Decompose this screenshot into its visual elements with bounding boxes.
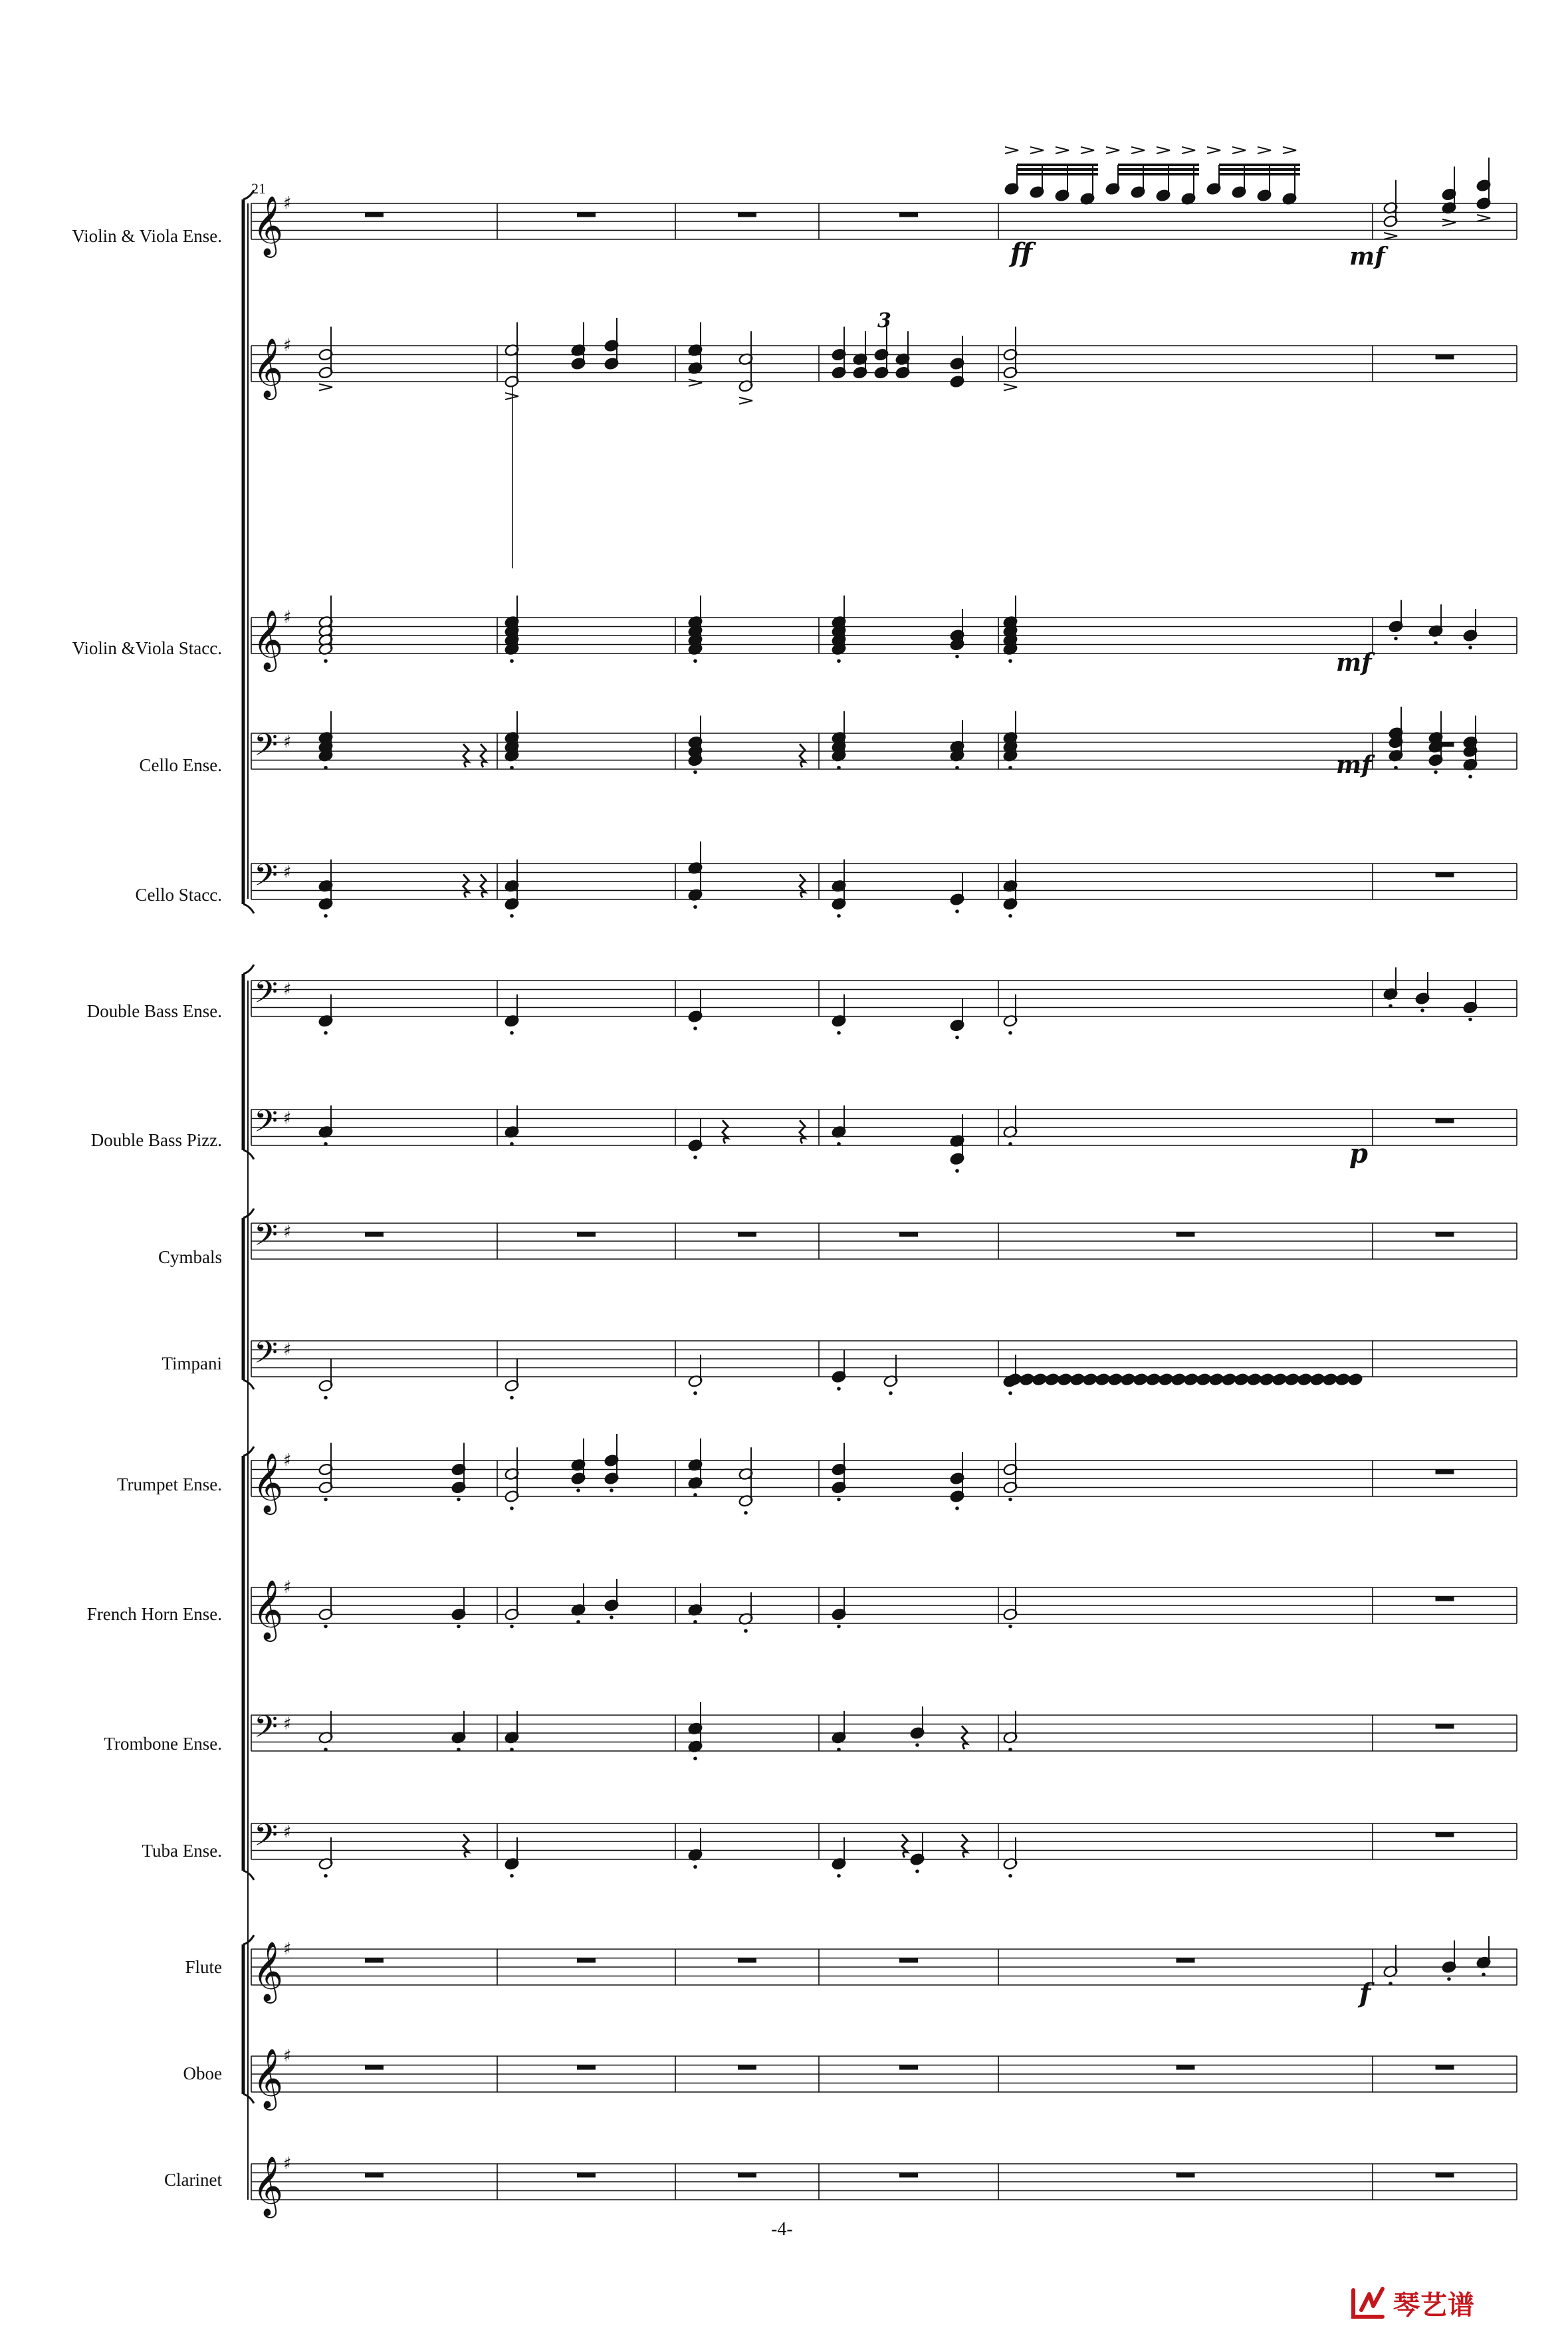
accent-mark — [1207, 147, 1220, 154]
staccato-dot — [1394, 637, 1398, 641]
key-sharp-icon: ♯ — [283, 732, 292, 753]
staccato-dot — [1008, 914, 1012, 918]
quarter-rest — [463, 744, 469, 767]
note-head — [1234, 1373, 1250, 1386]
key-sharp-icon: ♯ — [283, 1108, 292, 1129]
bass-clef-icon: 𝄢 — [254, 1217, 279, 1260]
whole-rest — [1436, 1597, 1454, 1601]
note-head — [1335, 1373, 1351, 1386]
note-head — [1159, 1373, 1174, 1386]
staccato-dot — [955, 1036, 959, 1040]
accent-mark — [319, 384, 332, 391]
staccato-dot — [744, 1511, 748, 1515]
brand-logo — [1349, 2283, 1475, 2322]
staccato-dot — [324, 1498, 328, 1502]
note-head — [1095, 1373, 1111, 1386]
key-sharp-icon: ♯ — [283, 193, 292, 213]
staccato-dot — [324, 1748, 328, 1752]
staccato-dot — [915, 1743, 919, 1747]
whole-rest — [1436, 1724, 1454, 1729]
whole-rest — [899, 2173, 918, 2178]
whole-rest — [365, 1232, 384, 1237]
quarter-rest — [723, 1120, 728, 1143]
accent-mark — [1030, 147, 1044, 154]
whole-rest — [1436, 2173, 1454, 2178]
staccato-dot — [457, 1625, 461, 1629]
bass-clef-icon: 𝄢 — [254, 727, 279, 770]
dynamic-marking: mf — [1349, 243, 1385, 271]
staccato-dot — [837, 1031, 841, 1035]
instrument-label: Trumpet Ense. — [116, 1474, 222, 1494]
staccato-dot — [1468, 774, 1472, 778]
quarter-rest — [463, 874, 469, 897]
staccato-dot — [1389, 1004, 1393, 1008]
staccato-dot — [610, 1615, 614, 1619]
accent-mark — [1131, 147, 1145, 154]
staccato-dot — [955, 909, 959, 913]
treble-clef-icon: 𝄞 — [253, 610, 284, 670]
note-head — [1297, 1373, 1313, 1386]
instrument-label: Violin &Viola Stacc. — [72, 638, 222, 658]
accent-mark — [1004, 384, 1017, 391]
note-head — [1058, 1373, 1073, 1386]
staccato-dot — [610, 1488, 614, 1492]
brand-mark-icon — [1349, 2283, 1388, 2322]
staccato-dot — [1468, 1018, 1472, 1022]
staccato-dot — [457, 1748, 461, 1752]
key-sharp-icon: ♯ — [283, 1939, 292, 1959]
whole-rest — [738, 1232, 756, 1237]
instrument-label: Cymbals — [158, 1247, 222, 1267]
accent-mark — [1056, 147, 1069, 154]
whole-rest — [365, 2173, 384, 2178]
staccato-dot — [1008, 1874, 1012, 1878]
staccato-dot — [837, 1142, 841, 1146]
accent-mark — [1005, 147, 1018, 154]
staccato-dot — [324, 1031, 328, 1035]
instrument-label: Oboe — [183, 2063, 222, 2083]
key-sharp-icon: ♯ — [283, 608, 292, 628]
staccato-dot — [744, 1629, 748, 1633]
whole-rest — [1436, 2065, 1454, 2070]
staccato-dot — [837, 659, 841, 663]
quarter-rest — [962, 1726, 967, 1749]
accent-mark — [1283, 147, 1296, 154]
quarter-rest — [962, 1834, 967, 1857]
staccato-dot — [837, 1625, 841, 1629]
staccato-dot — [955, 1506, 959, 1510]
instrument-label: Flute — [185, 1957, 222, 1977]
staccato-dot — [1008, 659, 1012, 663]
staccato-dot — [1008, 1391, 1012, 1395]
accent-mark — [1384, 233, 1397, 239]
staccato-dot — [510, 1625, 514, 1629]
dynamic-marking: mf — [1336, 649, 1372, 677]
bracket-hook — [243, 965, 254, 974]
measure-number: 21 — [251, 180, 266, 197]
staccato-dot — [693, 1493, 697, 1497]
whole-rest — [577, 2173, 596, 2178]
staccato-dot — [324, 1396, 328, 1400]
note-head — [1272, 1373, 1288, 1386]
whole-rest — [1436, 1119, 1454, 1123]
staccato-dot — [837, 914, 841, 918]
staccato-dot — [576, 1488, 580, 1492]
key-sharp-icon: ♯ — [283, 1451, 292, 1470]
brand-name: 琴艺谱 — [1393, 2289, 1475, 2321]
accent-mark — [505, 393, 518, 400]
key-sharp-icon: ♯ — [283, 862, 292, 883]
staccato-dot — [1394, 766, 1398, 770]
instrument-label: Tuba Ense. — [142, 1841, 222, 1861]
whole-rest — [738, 213, 756, 217]
staccato-dot — [1482, 1972, 1486, 1976]
staccato-dot — [693, 1865, 697, 1869]
treble-clef-icon: 𝄞 — [253, 2048, 284, 2109]
whole-rest — [899, 2065, 918, 2070]
key-sharp-icon: ♯ — [283, 1340, 292, 1360]
staccato-dot — [457, 1498, 461, 1502]
bass-clef-icon: 𝄢 — [254, 1334, 279, 1378]
staccato-dot — [1434, 770, 1438, 774]
quarter-rest — [902, 1834, 907, 1857]
note-head — [1247, 1373, 1262, 1386]
bass-clef-icon: 𝄢 — [254, 1708, 279, 1752]
note-head — [1070, 1373, 1085, 1386]
instrument-label: Cello Ense. — [139, 755, 222, 775]
note-head — [1083, 1373, 1098, 1386]
dynamic-marking: p — [1349, 1138, 1368, 1169]
staccato-dot — [1468, 645, 1472, 649]
key-sharp-icon: ♯ — [283, 336, 292, 356]
note-head — [1108, 1373, 1123, 1386]
key-sharp-icon: ♯ — [283, 979, 292, 1000]
whole-rest — [1436, 1470, 1454, 1474]
staccato-dot — [1008, 1748, 1012, 1752]
whole-rest — [577, 1232, 596, 1237]
staccato-dot — [693, 1155, 697, 1159]
staccato-dot — [915, 1869, 919, 1873]
page-number: -4- — [771, 2219, 793, 2240]
whole-rest — [899, 1232, 918, 1237]
staccato-dot — [889, 1391, 893, 1395]
staccato-dot — [955, 1169, 959, 1173]
staccato-dot — [693, 770, 697, 774]
accent-mark — [1477, 215, 1490, 221]
note-head — [1196, 1373, 1212, 1386]
whole-rest — [1176, 1232, 1195, 1237]
staccato-dot — [1434, 641, 1438, 645]
bass-clef-icon: 𝄢 — [254, 857, 279, 901]
accent-mark — [1258, 147, 1271, 154]
staccato-dot — [324, 914, 328, 918]
staccato-dot — [510, 1748, 514, 1752]
whole-rest — [365, 213, 384, 217]
note-head — [1020, 1373, 1035, 1386]
whole-rest — [1436, 355, 1454, 360]
staccato-dot — [1008, 766, 1012, 770]
note-head — [1260, 1373, 1275, 1386]
staccato-dot — [837, 1387, 841, 1391]
whole-rest — [1176, 1958, 1195, 1963]
staccato-dot — [693, 1620, 697, 1624]
bass-clef-icon: 𝄢 — [254, 1103, 279, 1147]
note-head — [1209, 1373, 1224, 1386]
note-head — [1348, 1373, 1363, 1386]
dynamic-marking: mf — [1336, 751, 1372, 779]
quarter-rest — [800, 744, 805, 767]
bass-clef-icon: 𝄢 — [254, 1817, 279, 1861]
staccato-dot — [837, 1748, 841, 1752]
whole-rest — [1176, 2173, 1195, 2178]
note-head — [1133, 1373, 1149, 1386]
whole-rest — [365, 1958, 384, 1963]
note-head — [1310, 1373, 1325, 1386]
quarter-rest — [800, 874, 805, 897]
staccato-dot — [324, 766, 328, 770]
staccato-dot — [510, 766, 514, 770]
accent-mark — [1442, 219, 1456, 226]
staccato-dot — [510, 659, 514, 663]
staccato-dot — [1008, 1498, 1012, 1502]
instrument-label: Double Bass Ense. — [86, 1001, 222, 1021]
whole-rest — [738, 2065, 756, 2070]
staccato-dot — [510, 1142, 514, 1146]
staccato-dot — [510, 914, 514, 918]
note-head — [1184, 1373, 1199, 1386]
treble-clef-icon: 𝄞 — [253, 1941, 284, 2002]
whole-rest — [577, 1958, 596, 1963]
dynamic-marking: f — [1359, 1978, 1371, 2009]
whole-rest — [738, 2173, 756, 2178]
note-head — [1045, 1373, 1060, 1386]
staccato-dot — [324, 1625, 328, 1629]
key-sharp-icon: ♯ — [283, 1222, 292, 1242]
staccato-dot — [955, 766, 959, 770]
staccato-dot — [1008, 1142, 1012, 1146]
accent-mark — [1232, 147, 1246, 154]
treble-clef-icon: 𝄞 — [253, 195, 284, 256]
quarter-rest — [800, 1120, 805, 1143]
staccato-dot — [693, 1756, 697, 1760]
whole-rest — [899, 213, 918, 217]
whole-rest — [577, 213, 596, 217]
accent-mark — [1106, 147, 1119, 154]
note-head — [1032, 1373, 1048, 1386]
staccato-dot — [1008, 1625, 1012, 1629]
whole-rest — [1436, 1833, 1454, 1837]
treble-clef-icon: 𝄞 — [253, 1579, 284, 1640]
note-head — [1121, 1373, 1136, 1386]
staccato-dot — [1420, 1008, 1424, 1012]
whole-rest — [738, 1958, 756, 1963]
whole-rest — [1436, 1232, 1454, 1237]
staccato-dot — [955, 655, 959, 659]
key-sharp-icon: ♯ — [283, 1822, 292, 1843]
accent-mark — [1182, 147, 1195, 154]
note-head — [1285, 1373, 1300, 1386]
note-head — [1146, 1373, 1161, 1386]
key-sharp-icon: ♯ — [283, 1577, 292, 1597]
instrument-label: Cello Stacc. — [135, 885, 222, 905]
whole-rest — [365, 2065, 384, 2070]
staccato-dot — [693, 659, 697, 663]
treble-clef-icon: 𝄞 — [253, 2156, 284, 2216]
staccato-dot — [510, 1396, 514, 1400]
accent-mark — [689, 380, 702, 386]
treble-clef-icon: 𝄞 — [253, 1453, 284, 1513]
key-sharp-icon: ♯ — [283, 2046, 292, 2066]
bracket-hook — [243, 904, 254, 913]
staccato-dot — [576, 1620, 580, 1624]
instrument-label: French Horn Ense. — [86, 1604, 222, 1624]
instrument-label: Timpani — [162, 1353, 222, 1373]
dynamic-marking: ff — [1010, 237, 1033, 269]
key-sharp-icon: ♯ — [283, 2154, 292, 2174]
whole-rest — [1436, 873, 1454, 877]
staccato-dot — [510, 1874, 514, 1878]
note-head — [1222, 1373, 1237, 1386]
instrument-label: Trombone Ense. — [104, 1734, 222, 1754]
whole-rest — [1176, 2065, 1195, 2070]
staccato-dot — [1447, 1977, 1451, 1981]
accent-mark — [1081, 147, 1094, 154]
key-sharp-icon: ♯ — [283, 1714, 292, 1734]
staccato-dot — [837, 766, 841, 770]
instrument-label: Double Bass Pizz. — [90, 1130, 222, 1150]
staccato-dot — [837, 1498, 841, 1502]
instrument-label: Violin & Viola Ense. — [72, 226, 222, 246]
treble-clef-icon: 𝄞 — [253, 338, 284, 398]
staccato-dot — [1389, 1982, 1393, 1986]
quarter-rest — [463, 1834, 469, 1857]
staccato-dot — [693, 1026, 697, 1030]
accent-mark — [739, 398, 752, 404]
accent-mark — [1157, 147, 1170, 154]
staccato-dot — [324, 1874, 328, 1878]
quarter-rest — [481, 874, 486, 897]
staccato-dot — [510, 1031, 514, 1035]
tuplet-number: 3 — [877, 309, 891, 332]
staccato-dot — [1008, 1031, 1012, 1035]
staccato-dot — [693, 905, 697, 909]
note-head — [1323, 1373, 1338, 1386]
staccato-dot — [324, 1142, 328, 1146]
instrument-label: Clarinet — [164, 2170, 222, 2190]
staccato-dot — [693, 1391, 697, 1395]
note-head — [1171, 1373, 1186, 1386]
whole-rest — [577, 2065, 596, 2070]
staccato-dot — [510, 1506, 514, 1510]
bass-clef-icon: 𝄢 — [254, 974, 279, 1018]
quarter-rest — [481, 744, 486, 767]
whole-rest — [899, 1958, 918, 1963]
staccato-dot — [837, 1874, 841, 1878]
staccato-dot — [324, 659, 328, 663]
